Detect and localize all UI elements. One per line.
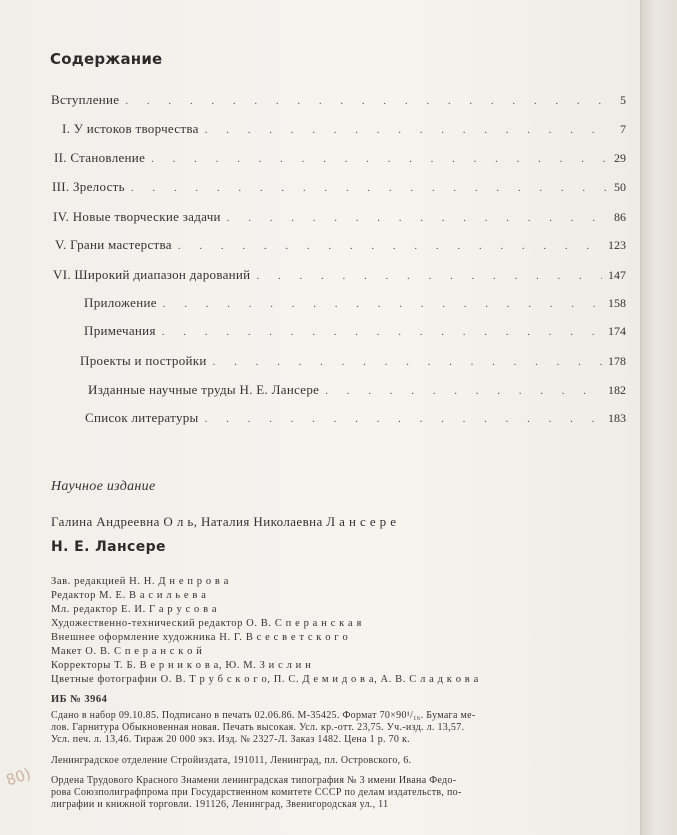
toc-entry-label: Приложение [84, 295, 157, 310]
credit-line: Корректоры Т. Б. В е р н и к о в а, Ю. М. З и с л и н [51, 660, 312, 671]
toc-entry-label: II. Становление [54, 150, 146, 165]
toc-entry [51, 92, 626, 108]
toc-leader-dots [325, 385, 602, 397]
toc-entry [55, 237, 626, 253]
ib-number: ИБ № 3964 [51, 694, 108, 705]
imprint-line: Сдано в набор 09.10.85. Подписано в печать 02.06.86. М-35425. Формат 70×90¹/₁₆. Бумага ме- [51, 710, 476, 721]
toc-entry-label: V. Грани мастерства [55, 237, 172, 252]
printer-line: Ордена Трудового Красного Знамени ленинградская типография № 3 имени Ивана Федо- [51, 775, 457, 786]
credit-line: Макет О. В. С п е р а н с к о й [51, 646, 203, 657]
toc-entry [88, 382, 626, 398]
toc-leader-dots [131, 182, 608, 194]
toc-entry-label: Изданные научные труды Н. Е. Лансере [88, 382, 320, 397]
toc-entry-page: 123 [608, 238, 626, 252]
printer-block [51, 775, 611, 811]
imprint-block [51, 710, 611, 746]
toc-leader-dots [151, 153, 608, 165]
toc-leader-dots [205, 413, 602, 425]
toc-entry-page: 178 [608, 354, 626, 368]
toc-entry-label: III. Зрелость [52, 179, 125, 194]
credit-line: Внешнее оформление художника Н. Г. В с е с в е т с к о г о [51, 632, 349, 643]
table-of-contents [0, 0, 640, 440]
toc-entry-page: 29 [614, 151, 626, 165]
toc-entry-page: 183 [608, 411, 626, 425]
printer-line: лиграфии и книжной торговли. 191126, Ленинград, Звенигородская ул., 11 [51, 799, 389, 810]
toc-entry-label: Примечания [84, 323, 156, 338]
toc-leader-dots [125, 95, 614, 107]
credit-line: Цветные фотографии О. В. Т р у б с к о г о, П. С. Д е м и д о в а, А. В. С л а д к о в а [51, 674, 479, 685]
toc-leader-dots [163, 298, 602, 310]
credit-line: Мл. редактор Е. И. Г а р у с о в а [51, 604, 218, 615]
pencil-margin-note: 80) [3, 764, 34, 790]
book-title: Н. Е. Лансере [51, 539, 166, 555]
toc-entry-page: 147 [608, 268, 626, 282]
toc-entry [54, 150, 626, 166]
credits-block [51, 575, 611, 687]
toc-entry-label: VI. Широкий диапазон дарований [53, 267, 251, 282]
publisher-line: Ленинградское отделение Стройиздата, 191011, Ленинград, пл. Островского, 6. [51, 755, 412, 766]
credit-line: Художественно-технический редактор О. В. С п е р а н с к а я [51, 618, 362, 629]
toc-entry [53, 267, 626, 283]
toc-leader-dots [227, 212, 608, 224]
toc-entry [84, 323, 626, 339]
toc-entry-page: 5 [620, 93, 626, 107]
toc-entry-page: 7 [620, 122, 626, 136]
toc-entry [80, 353, 626, 369]
imprint-line: Усл. печ. л. 13,46. Тираж 20 000 экз. Изд. № 2327-Л. Заказ 1482. Цена 1 р. 70 к. [51, 734, 410, 745]
toc-entry-page: 174 [608, 324, 626, 338]
toc-leader-dots [256, 270, 602, 282]
toc-title: Содержание [50, 50, 163, 68]
toc-entry-label: I. У истоков творчества [62, 121, 199, 136]
printer-line: рова Союзполиграфпрома при Государственном комитете СССР по делам издательств, по- [51, 787, 462, 798]
toc-entry [85, 410, 626, 426]
page-edge [640, 0, 677, 835]
toc-entry [52, 179, 626, 195]
toc-entry [53, 209, 626, 225]
credit-line: Редактор М. Е. В а с и л ь е в а [51, 590, 207, 601]
toc-leader-dots [205, 124, 614, 136]
imprint-line: лов. Гарнитура Обыкновенная новая. Печать высокая. Усл. кр.-отт. 23,75. Уч.-изд. л. 13,57. [51, 722, 465, 733]
toc-entry-page: 158 [608, 296, 626, 310]
authors-line: Галина Андреевна О л ь, Наталия Николаевна Л а н с е р е [51, 514, 397, 529]
toc-leader-dots [162, 326, 602, 338]
toc-leader-dots [178, 240, 602, 252]
toc-entry [84, 295, 626, 311]
edition-label: Научное издание [51, 479, 156, 494]
toc-entry [62, 121, 626, 137]
toc-entry-label: Список литературы [85, 410, 199, 425]
toc-entry-label: Вступление [51, 92, 120, 107]
toc-entry-label: IV. Новые творческие задачи [53, 209, 221, 224]
credit-line: Зав. редакцией Н. Н. Д н е п р о в а [51, 576, 229, 587]
toc-entry-page: 182 [608, 383, 626, 397]
toc-entry-page: 50 [614, 180, 626, 194]
toc-entry-page: 86 [614, 210, 626, 224]
toc-leader-dots [213, 356, 602, 368]
toc-entry-label: Проекты и постройки [80, 353, 207, 368]
